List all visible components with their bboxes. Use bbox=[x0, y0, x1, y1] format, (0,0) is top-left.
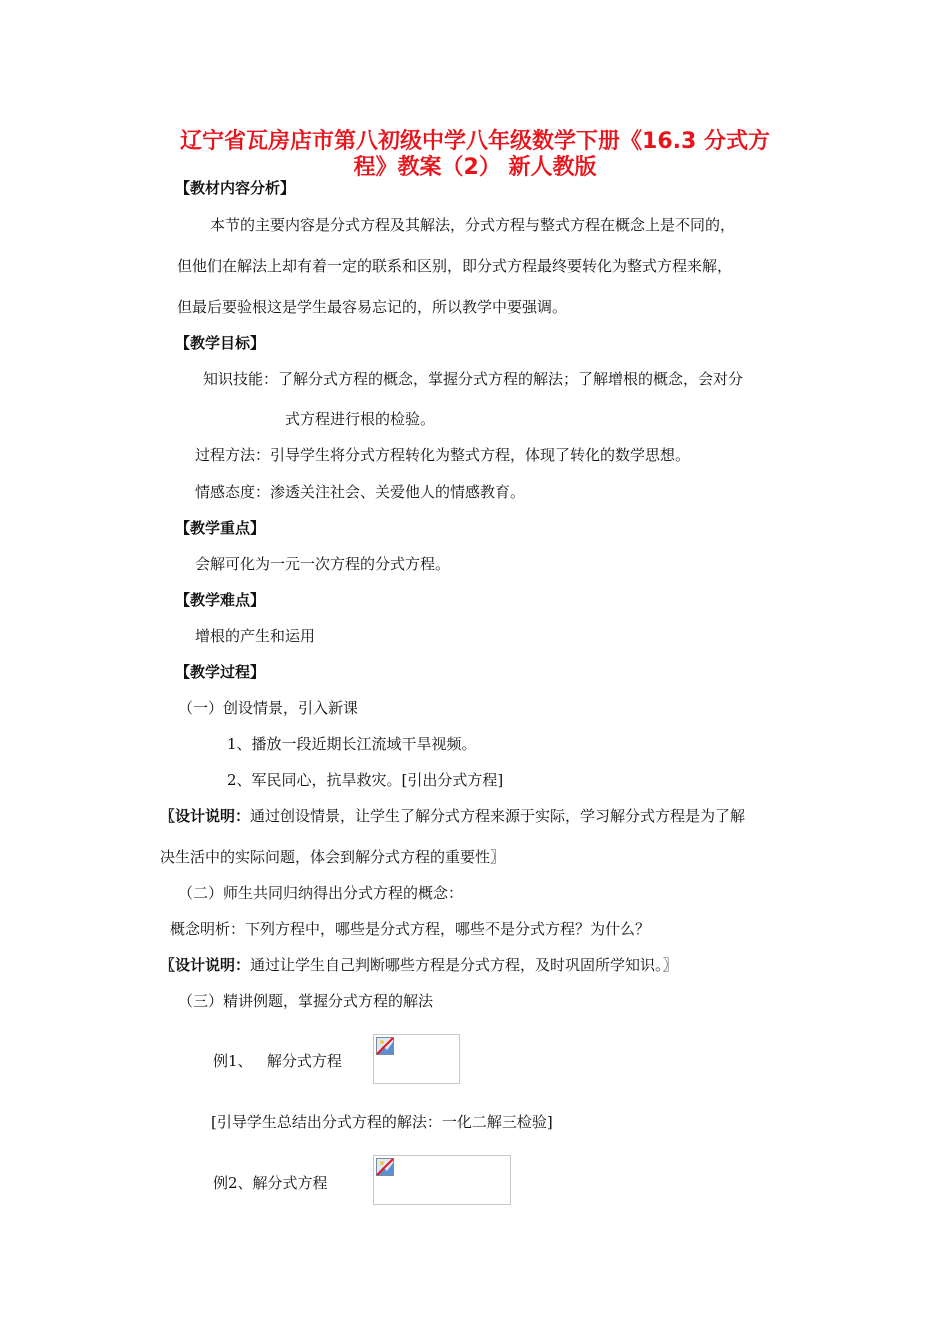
process-step-2: （二）师生共同归纳得出分式方程的概念： bbox=[178, 884, 464, 902]
doc-title-line2: 程》教案（2） 新人教版 bbox=[353, 155, 597, 180]
design-note-2-text: 通过让学生自己判断哪些方程是分式方程，及时巩固所学知识。〗 bbox=[250, 956, 678, 974]
analysis-line-1: 本节的主要内容是分式方程及其解法，分式方程与整式方程在概念上是不同的， bbox=[210, 216, 736, 234]
analysis-line-3: 但最后要验根这是学生最容易忘记的，所以教学中要强调。 bbox=[177, 298, 568, 316]
example-2-label: 例2、解分式方程 bbox=[213, 1174, 328, 1192]
analysis-line-2: 但他们在解法上却有着一定的联系和区别，即分式方程最终要转化为整式方程来解， bbox=[177, 257, 733, 275]
example-1-equation-image bbox=[373, 1034, 460, 1084]
key-point-text: 会解可化为一元一次方程的分式方程。 bbox=[195, 555, 451, 573]
objective-attitude: 情感态度：渗透关注社会、关爱他人的情感教育。 bbox=[195, 483, 526, 501]
broken-image-icon bbox=[376, 1158, 394, 1176]
method-summary: [引导学生总结出分式方程的解法：一化二解三检验] bbox=[211, 1113, 553, 1131]
heading-objectives: 【教学目标】 bbox=[175, 334, 266, 352]
example-2-equation-image bbox=[373, 1155, 511, 1205]
concept-question: 概念明析：下列方程中，哪些是分式方程，哪些不是分式方程？为什么？ bbox=[170, 920, 651, 938]
design-note-1-label: 〖设计说明： bbox=[160, 807, 251, 825]
difficulty-text: 增根的产生和运用 bbox=[195, 627, 316, 645]
design-note-2 bbox=[160, 954, 678, 975]
design-note-1-line2: 决生活中的实际问题，体会到解分式方程的重要性〗 bbox=[160, 848, 506, 866]
process-item-2: 2、军民同心，抗旱救灾。[引出分式方程] bbox=[227, 771, 504, 789]
heading-key-point: 【教学重点】 bbox=[175, 519, 266, 537]
heading-difficulty: 【教学难点】 bbox=[175, 591, 266, 609]
example-1-label: 例1、 解分式方程 bbox=[213, 1052, 342, 1070]
process-step-3: （三）精讲例题，掌握分式方程的解法 bbox=[178, 992, 434, 1010]
process-step-1: （一）创设情景，引入新课 bbox=[178, 699, 359, 717]
heading-process: 【教学过程】 bbox=[175, 663, 266, 681]
objective-knowledge-2: 式方程进行根的检验。 bbox=[285, 410, 436, 428]
objective-knowledge-1: 知识技能：了解分式方程的概念，掌握分式方程的解法；了解增根的概念，会对分 bbox=[203, 370, 744, 388]
design-note-2-label: 〖设计说明： bbox=[160, 956, 251, 974]
design-note-1-text: 通过创设情景，让学生了解分式方程来源于实际，学习解分式方程是为了解 bbox=[250, 807, 746, 825]
objective-process: 过程方法：引导学生将分式方程转化为整式方程，体现了转化的数学思想。 bbox=[195, 446, 691, 464]
doc-title-line1: 辽宁省瓦房店市第八初级中学八年级数学下册《16.3 分式方 bbox=[180, 129, 770, 154]
design-note-1 bbox=[160, 805, 745, 826]
broken-image-icon bbox=[376, 1037, 394, 1055]
process-item-1: 1、播放一段近期长江流域干旱视频。 bbox=[227, 735, 477, 753]
heading-content-analysis: 【教材内容分析】 bbox=[175, 179, 296, 197]
